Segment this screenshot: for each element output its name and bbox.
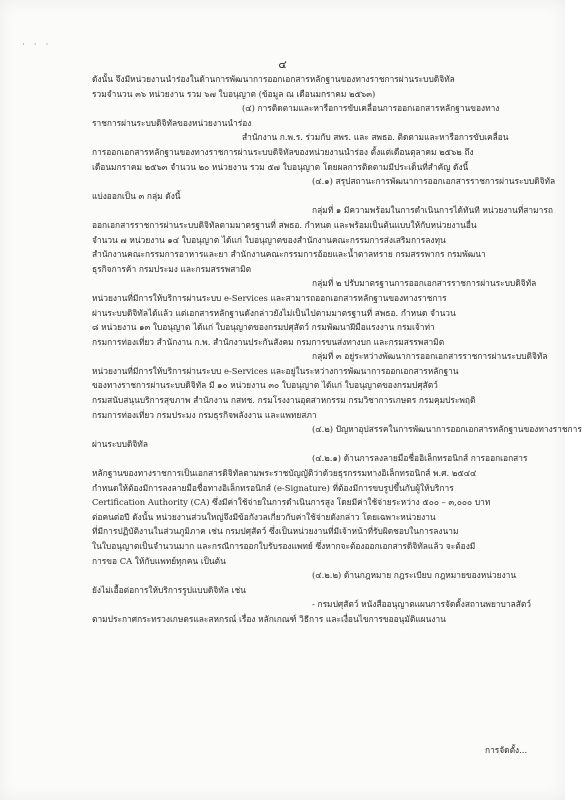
- text-line: สำนักงานคณะกรรมการอาหารและยา สำนักงานคณะกรรมการอ้อยและน้ำตาลทราย กรมสรรพากร กรมพัฒนา: [92, 249, 486, 260]
- text-line: หน่วยงานที่มีการให้บริการผ่านระบบ e-Services และอยู่ในระหว่างการพัฒนาการออกเอกสารหลักฐาน: [92, 365, 459, 376]
- text-line: จำนวน ๗ หน่วยงาน ๑๔ ใบอนุญาต ได้แก่ ใบอนุญาตของสำนักงานคณะกรรมการส่งเสริมการลงทุน: [92, 234, 446, 245]
- text-line: กำหนดให้ต้องมีการลงลายมือชื่อทางอิเล็กทรอนิกส์ (e-Signature) ที่ต้องมีการขบรูปขึ้นกับผู้ให้บริการ: [92, 482, 454, 493]
- text-line: เดือนมกราคม ๒๕๖๓ จำนวน ๒๐ หน่วยงาน รวม ๕๗ ใบอนุญาต โดยผลการติดตามมีประเด็นที่สำคัญ ดังนี้: [92, 161, 469, 172]
- text-line: หน่วยงานที่มีการให้บริการผ่านระบบ e-Services และสามารถออกเอกสารหลักฐานของทางราชการ: [92, 292, 447, 303]
- text-line: แบ่งออกเป็น ๓ กลุ่ม ดังนี้: [92, 190, 181, 201]
- text-line: ดังนั้น จึงมีหน่วยงานนำร่องในด้านการพัฒนาการออกเอกสารหลักฐานของทางราชการผ่านระบบดิจิทัล: [92, 74, 455, 84]
- text-line: ต่อคนต่อปี ดังนั้น หน่วยงานส่วนใหญ่จึงมีข้อกังวลเกี่ยวกับค่าใช้จ่ายดังกล่าว โดยเฉพาะหน่วยงาน: [92, 511, 436, 522]
- text-line: ออกเอกสารราชการผ่านระบบดิจิทัลตามมาตรฐานที่ สพธอ. กำหนด และพร้อมเป็นต้นแบบให้กับหน่วยงานอื่น: [92, 219, 477, 230]
- text-line: (๔) การติดตามและหารือการขับเคลื่อนการออกเอกสารหลักฐานของทาง: [242, 103, 500, 114]
- text-line: กลุ่มที่ ๓ อยู่ระหว่างพัฒนาการออกเอกสารราชการผ่านระบบดิจิทัล: [312, 351, 548, 362]
- text-line: Certification Authority (CA) ซึ่งมีค่าใช้จ่ายในการดำเนินการสูง โดยมีค่าใช้จ่ายระหว่าง ๕๐๐ – ๓,๐๐๐ บาท: [92, 497, 491, 508]
- text-line: ผ่านระบบดิจิทัลได้แล้ว แต่เอกสารหลักฐานดังกล่าวยังไม่เป็นไปตามมาตรฐานที่ สพธอ. กำหนด จำนวน: [92, 307, 456, 318]
- text-line: ๘ หน่วยงาน ๑๓ ใบอนุญาต ได้แก่ ใบอนุญาตของกรมปศุสัตว์ กรมพัฒนาฝีมือแรงงาน กรมเจ้าท่า: [92, 322, 435, 333]
- text-line: กรมการท่องเที่ยว สำนักงาน ก.พ. สำนักงานประกันสังคม กรมการขนส่งทางบก และกรมสรรพสามิต: [92, 336, 445, 347]
- text-line: กรมสนับสนุนบริการสุขภาพ สำนักงาน กสทช. กรมโรงงานอุตสาหกรรม กรมวิชาการเกษตร กรมคุมประพฤติ: [92, 395, 476, 406]
- text-line: - กรมปศุสัตว์ หนังสืออนุญาตแผนการจัดตั้งสถานพยาบาลสัตว์: [312, 599, 531, 610]
- text-line: ในใบอนุญาตเป็นจำนวนมาก และกรณีการออกใบรับรองแพทย์ ซึ่งหากจะต้องออกเอกสารดิจิทัลแล้ว จะต้องมี: [92, 541, 476, 551]
- text-line: ของทางราชการผ่านระบบดิจิทัล มี ๑๐ หน่วยงาน ๓๐ ใบอนุญาต ได้แก่ ใบอนุญาตของกรมปศุสัตว์: [92, 380, 438, 391]
- document-body: [92, 72, 582, 627]
- text-line: (๔.๒) ปัญหาอุปสรรคในการพัฒนาการออกเอกสารหลักฐานของทางราชการ: [312, 424, 582, 435]
- text-line: สำนักงาน ก.พ.ร. ร่วมกับ สพร. และ สพธอ. ติดตามและหารือการขับเคลื่อน: [242, 132, 509, 143]
- text-line: (๔.๒.๑) ด้านการลงลายมือชื่ออิเล็กทรอนิกส์ การออกเอกสาร: [312, 453, 528, 464]
- text-line: ธุรกิจการค้า กรมประมง และกรมสรรพสามิต: [92, 263, 252, 274]
- text-line: (๔.๒.๒) ด้านกฎหมาย กฎระเบียบ กฎหมายของหน่วยงาน: [312, 570, 517, 581]
- page-number: ๔: [278, 58, 287, 71]
- text-line: รวมจำนวน ๓๖ หน่วยงาน รวม ๖๗ ใบอนุญาต (ข้อมูล ณ เดือนมกราคม ๒๕๖๓): [92, 88, 376, 99]
- text-line: ที่มีการปฏิบัติงานในส่วนภูมิภาค เช่น กรมปศุสัตว์ ซึ่งเป็นหน่วยงานที่มีเจ้าหน้าที่รับผิดชอบในการลงนาม: [92, 526, 459, 537]
- scan-marks: · · ·: [22, 40, 52, 50]
- text-line: ราชการผ่านระบบดิจิทัลของหน่วยงานนำร่อง: [92, 117, 252, 128]
- text-line: กลุ่มที่ ๒ ปรับมาตรฐานการออกเอกสารราชการผ่านระบบดิจิทัล: [312, 278, 537, 289]
- text-line: การขอ CA ให้กับแพทย์ทุกคน เป็นต้น: [92, 555, 226, 566]
- text-line: กรมการท่องเที่ยว กรมประมง กรมธุรกิจพลังงาน และแพทยสภา: [92, 409, 317, 420]
- text-line: การออกเอกสารหลักฐานของทางราชการผ่านระบบดิจิทัลของหน่วยงานนำร่อง ตั้งแต่เดือนตุลาคม ๒๕๖๒ ถึง: [92, 146, 474, 157]
- text-line: ผ่านระบบดิจิทัล: [92, 438, 148, 449]
- text-line: (๔.๑) สรุปสถานะการพัฒนาการออกเอกสารราชการผ่านระบบดิจิทัล: [312, 176, 556, 187]
- text-line: กลุ่มที่ ๑ มีความพร้อมในการดำเนินการได้ทันที หน่วยงานที่สามารถ: [312, 205, 553, 216]
- continuation-note: การจัดตั้ง...: [485, 745, 528, 755]
- text-line: ตามประกาศกระทรวงเกษตรและสหกรณ์ เรื่อง หลักเกณฑ์ วิธีการ และเงื่อนไขการขออนุมัติแผนงาน: [92, 613, 446, 624]
- text-line: ยังไม่เอื้อต่อการให้บริการรูปแบบดิจิทัล เช่น: [92, 584, 246, 595]
- text-line: หลักฐานของทางราชการเป็นเอกสารดิจิทัลตามพระราชบัญญัติว่าด้วยธุรกรรมทางอิเล็กทรอนิกส์ พ.ศ. ๒๕๔๔: [92, 468, 477, 479]
